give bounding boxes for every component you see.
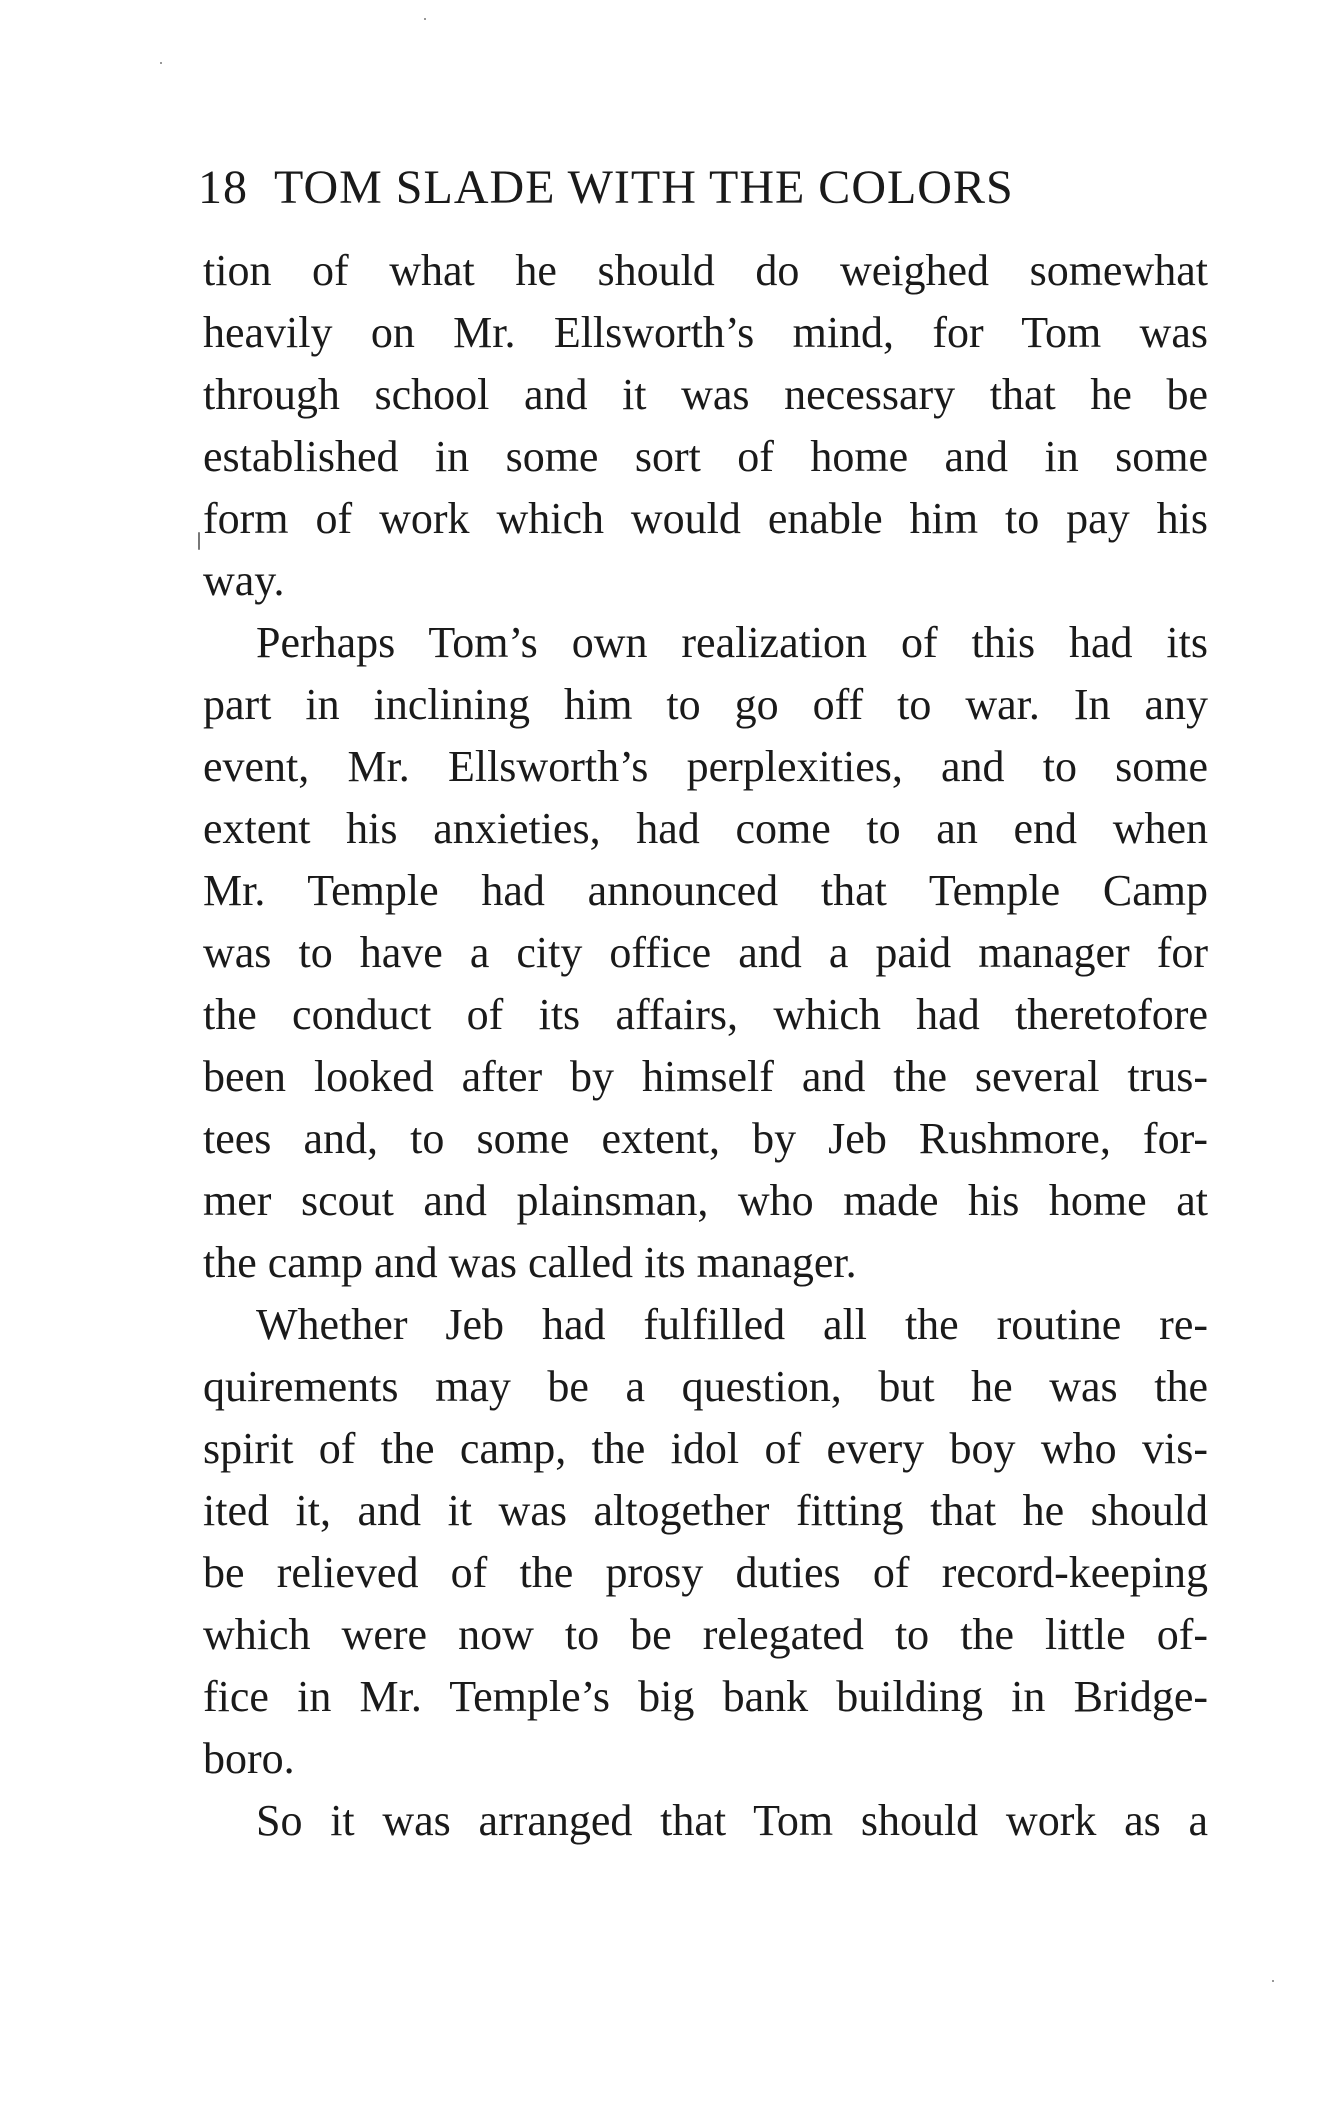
text-line: mer scout and plainsman, who made his home at (203, 1176, 1208, 1225)
text-line: Mr. Temple had announced that Temple Camp (203, 866, 1208, 915)
scan-speck (198, 532, 200, 550)
running-head (198, 160, 1138, 215)
paragraph-4 (203, 1790, 1208, 1852)
text-line: established in some sort of home and in some (203, 432, 1208, 481)
text-line: was to have a city office and a paid manager for (203, 928, 1208, 977)
paragraph-3 (203, 1294, 1208, 1790)
text-line: Perhaps Tom’s own realization of this had its (256, 618, 1208, 667)
text-line: way. (203, 556, 285, 605)
scan-speck (424, 18, 426, 20)
text-line: the conduct of its affairs, which had theretofore (203, 990, 1208, 1039)
page-number: 18 (198, 161, 248, 214)
text-line: So it was arranged that Tom should work as a (256, 1796, 1208, 1845)
text-line: spirit of the camp, the idol of every boy who vis- (203, 1424, 1208, 1473)
text-line: heavily on Mr. Ellsworth’s mind, for Tom was (203, 308, 1208, 357)
text-line: quirements may be a question, but he was the (203, 1362, 1208, 1411)
paragraph-1 (203, 240, 1208, 612)
text-line: the camp and was called its manager. (203, 1238, 857, 1287)
text-line: event, Mr. Ellsworth’s perplexities, and to some (203, 742, 1208, 791)
text-line: ited it, and it was altogether fitting that he should (203, 1486, 1208, 1535)
text-line: extent his anxieties, had come to an end when (203, 804, 1208, 853)
text-line: which were now to be relegated to the little of- (203, 1610, 1208, 1659)
text-line: part in inclining him to go off to war. In any (203, 680, 1208, 729)
text-line: fice in Mr. Temple’s big bank building in Bridge- (203, 1672, 1208, 1721)
scan-speck (160, 62, 162, 64)
text-line: through school and it was necessary that he be (203, 370, 1208, 419)
text-line: tees and, to some extent, by Jeb Rushmore, for- (203, 1114, 1208, 1163)
body-text (203, 240, 1208, 1852)
text-line: Whether Jeb had fulfilled all the routine re- (256, 1300, 1208, 1349)
scan-speck (1272, 1980, 1274, 1982)
text-line: been looked after by himself and the several trus- (203, 1052, 1208, 1101)
text-line: boro. (203, 1734, 295, 1783)
text-line: form of work which would enable him to pay his (203, 494, 1208, 543)
text-line: be relieved of the prosy duties of record-keeping (203, 1548, 1208, 1597)
paragraph-2 (203, 612, 1208, 1294)
running-title: TOM SLADE WITH THE COLORS (274, 161, 1014, 214)
text-line: tion of what he should do weighed somewhat (203, 246, 1208, 295)
